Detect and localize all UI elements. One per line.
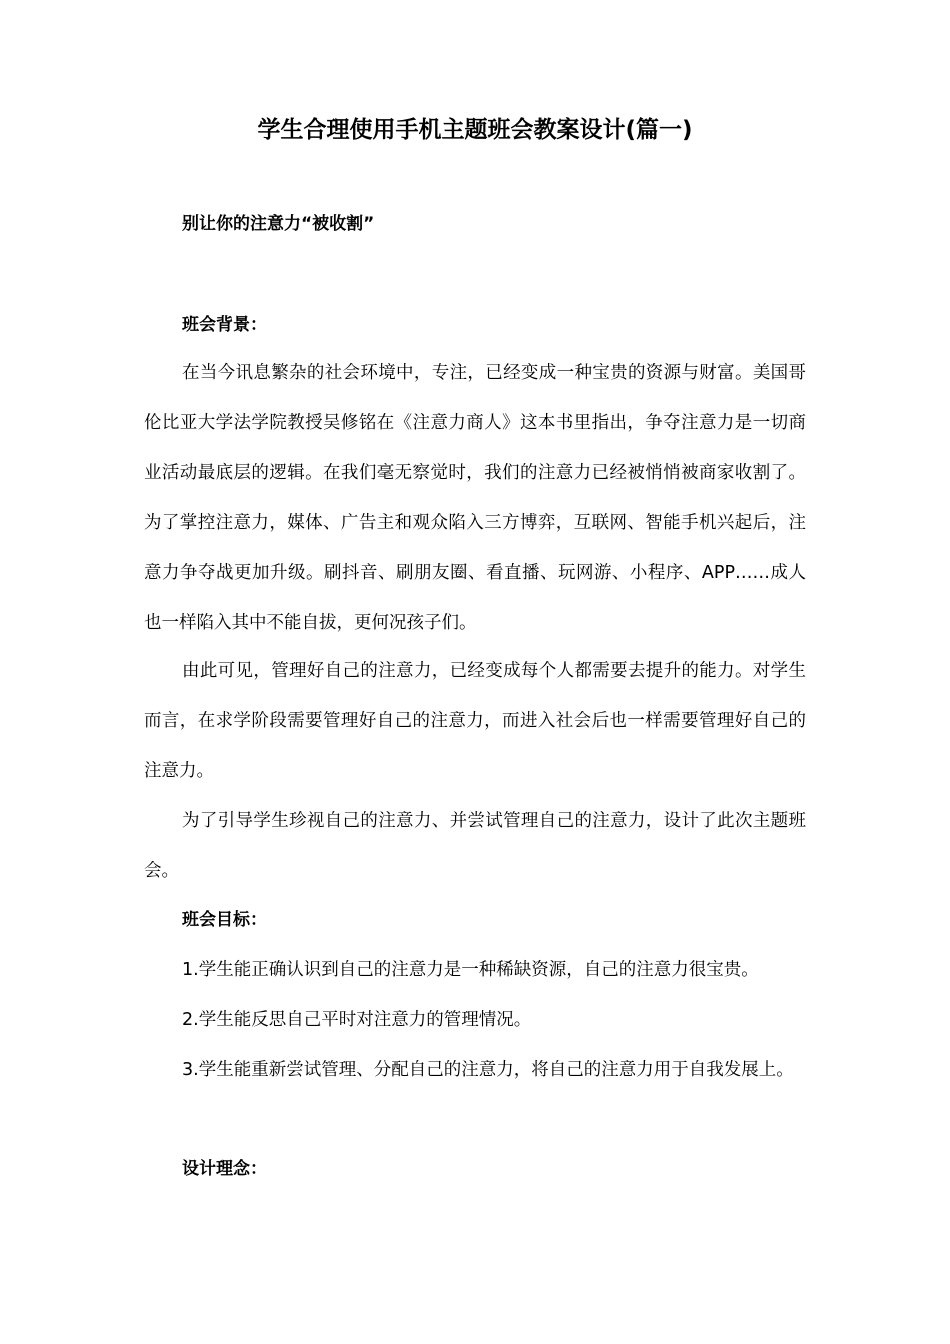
paragraph-background-3: 为了引导学生珍视自己的注意力、并尝试管理自己的注意力，设计了此次主题班会。 [144, 811, 806, 881]
section-heading-goals: 班会目标： [182, 910, 267, 930]
document-title: 学生合理使用手机主题班会教案设计(篇一) [257, 117, 693, 143]
paragraph-background-1: 在当今讯息繁杂的社会环境中，专注，已经变成一种宝贵的资源与财富。美国哥伦比亚大学法学院教授吴修铭在《注意力商人》这本书里指出，争夺注意力是一切商业活动最底层的逻辑。在我们毫无察觉时，我们的注意力已经被悄悄被商家收割了。为了掌控注意力，媒体、广告主和观众陷入三方博弈，互联网、智能手机兴起后，注意力争夺战更加升级。刷抖音、刷朋友圈、看直播、玩网游、小程序、APP……成人也一样陷入其中不能自拔，更何况孩子们。 [144, 363, 806, 633]
paragraph-goal-1: 1.学生能正确认识到自己的注意力是一种稀缺资源，自己的注意力很宝贵。 [182, 960, 759, 980]
paragraph-goal-2: 2.学生能反思自己平时对注意力的管理情况。 [182, 1010, 532, 1030]
section-heading-background: 班会背景： [182, 315, 267, 335]
document-subtitle: 别让你的注意力“被收割” [182, 214, 375, 234]
paragraph-goal-3: 3.学生能重新尝试管理、分配自己的注意力，将自己的注意力用于自我发展上。 [182, 1060, 794, 1080]
paragraph-background-2: 由此可见，管理好自己的注意力，已经变成每个人都需要去提升的能力。对学生而言，在求学阶段需要管理好自己的注意力，而进入社会后也一样需要管理好自己的注意力。 [144, 661, 806, 781]
section-heading-design-concept: 设计理念： [182, 1159, 267, 1179]
